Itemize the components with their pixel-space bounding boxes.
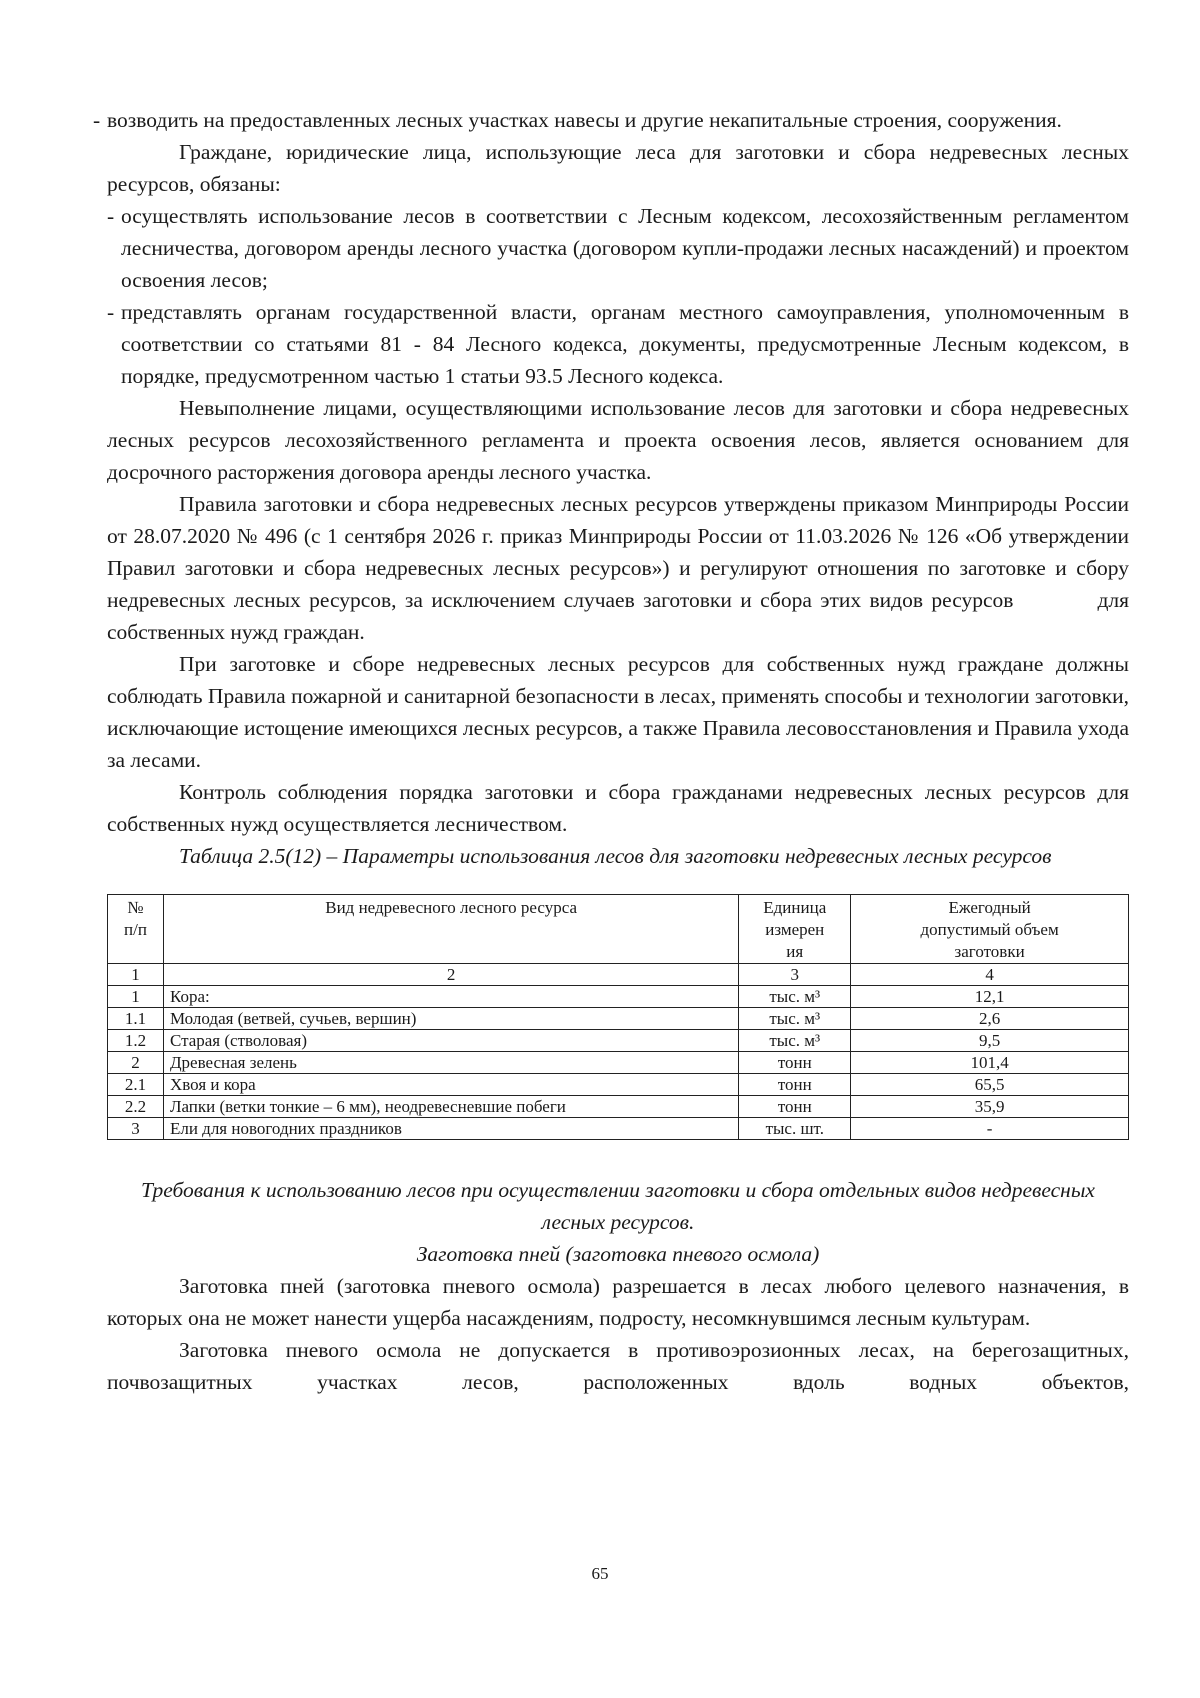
table-row xyxy=(108,1118,1129,1140)
cell-value: 2,6 xyxy=(851,1008,1129,1030)
cell-num: 1 xyxy=(108,986,164,1008)
bullet-dash: - xyxy=(93,108,101,132)
list-item xyxy=(93,104,1129,136)
table-caption: Таблица 2.5(12) – Параметры использования лесов для заготовки недревесных лесных ресурсов xyxy=(179,844,1052,868)
document-page xyxy=(93,104,1129,1398)
cell-num: 1.2 xyxy=(108,1030,164,1052)
cell-name: Хвоя и кора xyxy=(163,1074,738,1096)
table-row xyxy=(108,1052,1129,1074)
page-number: 65 xyxy=(591,1564,609,1583)
bullet-dash: - xyxy=(107,204,115,228)
cell-unit: тонн xyxy=(739,1074,851,1096)
cell-value: - xyxy=(851,1118,1129,1140)
bullet-text: осуществлять использование лесов в соответствии с Лесным кодексом, лесохозяйственным регламентом лесничества, договором аренды лесного участка (договором купли-продажи лесных насаждений) и проектом освоения лесов; xyxy=(121,204,1129,292)
parameters-table xyxy=(107,894,1129,1140)
column-number: 3 xyxy=(739,964,851,986)
cell-num: 2 xyxy=(108,1052,164,1074)
cell-unit: тыс. м³ xyxy=(739,1030,851,1052)
cell-name: Ели для новогодних праздников xyxy=(163,1118,738,1140)
bullet-text: представлять органам государственной власти, органам местного самоуправления, уполномоченным в соответствии со статьями 81 - 84 Лесного кодекса, документы, предусмотренные Лесным кодексом, в порядке, предусмотренном частью 1 статьи 93.5 Лесного кодекса. xyxy=(121,300,1129,388)
header-line: допустимый объем xyxy=(920,920,1059,939)
cell-num: 3 xyxy=(108,1118,164,1140)
cell-unit: тонн xyxy=(739,1096,851,1118)
paragraph-stumps: Заготовка пней (заготовка пневого осмола) разрешается в лесах любого целевого назначения, в которых она не может нанести ущерба насаждениям, подросту, несомкнувшимся лесным культурам. xyxy=(107,1274,1129,1330)
paragraph-rules-part-b: для собственных нужд граждан. xyxy=(107,588,1129,644)
paragraph-resin: Заготовка пневого осмола не допускается в противоэрозионных лесах, на берегозащитных, почвозащитных участках лесов, расположенных вдоль водных объектов, xyxy=(107,1338,1129,1394)
table-row xyxy=(108,986,1129,1008)
header-line: измерен xyxy=(765,920,825,939)
header-resource: Вид недревесного лесного ресурса xyxy=(163,895,738,964)
cell-num: 2.2 xyxy=(108,1096,164,1118)
table-header-row xyxy=(108,895,1129,964)
bullet-text: возводить на предоставленных лесных участках навесы и другие некапитальные строения, сооружения. xyxy=(107,108,1062,132)
paragraph-obligations-intro: Граждане, юридические лица, использующие леса для заготовки и сбора недревесных лесных ресурсов, обязаны: xyxy=(107,140,1129,196)
cell-name: Древесная зелень xyxy=(163,1052,738,1074)
cell-name: Кора: xyxy=(163,986,738,1008)
cell-num: 1.1 xyxy=(108,1008,164,1030)
cell-unit: тонн xyxy=(739,1052,851,1074)
cell-unit: тыс. шт. xyxy=(739,1118,851,1140)
paragraph-citizens: При заготовке и сборе недревесных лесных ресурсов для собственных нужд граждане должны соблюдать Правила пожарной и санитарной безопасности в лесах, применять способы и технологии заготовки, исключающие истощение имеющихся лесных ресурсов, а также Правила лесовосстановления и Правила ухода за лесами. xyxy=(107,652,1129,772)
cell-unit: тыс. м³ xyxy=(739,1008,851,1030)
paragraph-noncompliance: Невыполнение лицами, осуществляющими использование лесов для заготовки и сбора недревесных лесных ресурсов лесохозяйственного регламента и проекта освоения лесов, является основанием для досрочного расторжения договора аренды лесного участка. xyxy=(107,396,1129,484)
cell-value: 12,1 xyxy=(851,986,1129,1008)
header-line: п/п xyxy=(124,920,147,939)
cell-unit: тыс. м³ xyxy=(739,986,851,1008)
column-number: 1 xyxy=(108,964,164,986)
header-unit xyxy=(739,895,851,964)
paragraph-control: Контроль соблюдения порядка заготовки и сбора гражданами недревесных лесных ресурсов для собственных нужд осуществляется лесничеством. xyxy=(107,780,1129,836)
header-line: заготовки xyxy=(954,942,1025,961)
bullet-dash: - xyxy=(107,300,115,324)
cell-value: 65,5 xyxy=(851,1074,1129,1096)
cell-name: Старая (стволовая) xyxy=(163,1030,738,1052)
cell-name: Лапки (ветки тонкие – 6 мм), неодревесневшие побеги xyxy=(163,1096,738,1118)
cell-value: 9,5 xyxy=(851,1030,1129,1052)
header-num xyxy=(108,895,164,964)
table-row xyxy=(108,1096,1129,1118)
cell-num: 2.1 xyxy=(108,1074,164,1096)
section-title: Требования к использованию лесов при осуществлении заготовки и сбора отдельных видов недревесных лесных ресурсов. xyxy=(141,1178,1095,1234)
section-subtitle: Заготовка пней (заготовка пневого осмола) xyxy=(416,1242,820,1266)
table-row xyxy=(108,1030,1129,1052)
cell-value: 35,9 xyxy=(851,1096,1129,1118)
list-item xyxy=(107,200,1129,296)
header-volume xyxy=(851,895,1129,964)
paragraph-rules xyxy=(107,488,1129,648)
table-column-numbers-row xyxy=(108,964,1129,986)
column-number: 4 xyxy=(851,964,1129,986)
column-number: 2 xyxy=(163,964,738,986)
table-row xyxy=(108,1074,1129,1096)
header-line: ия xyxy=(786,942,804,961)
list-item xyxy=(107,296,1129,392)
header-line: № xyxy=(127,898,144,917)
paragraph-rules-part-a: Правила заготовки и сбора недревесных лесных ресурсов утверждены приказом Минприроды России от 28.07.2020 № 496 (с 1 сентября 2026 г. приказ Минприроды России от 11.03.2026 № 126 «Об утверждении Правил заготовки и сбора недревесных лесных ресурсов») и регулируют отношения по заготовке и сбору недревесных лесных ресурсов, за исключением случаев заготовки и сбора этих видов ресурсов xyxy=(107,492,1129,612)
cell-name: Молодая (ветвей, сучьев, вершин) xyxy=(163,1008,738,1030)
table-row xyxy=(108,1008,1129,1030)
header-line: Единица xyxy=(763,898,827,917)
header-line: Ежегодный xyxy=(948,898,1031,917)
cell-value: 101,4 xyxy=(851,1052,1129,1074)
